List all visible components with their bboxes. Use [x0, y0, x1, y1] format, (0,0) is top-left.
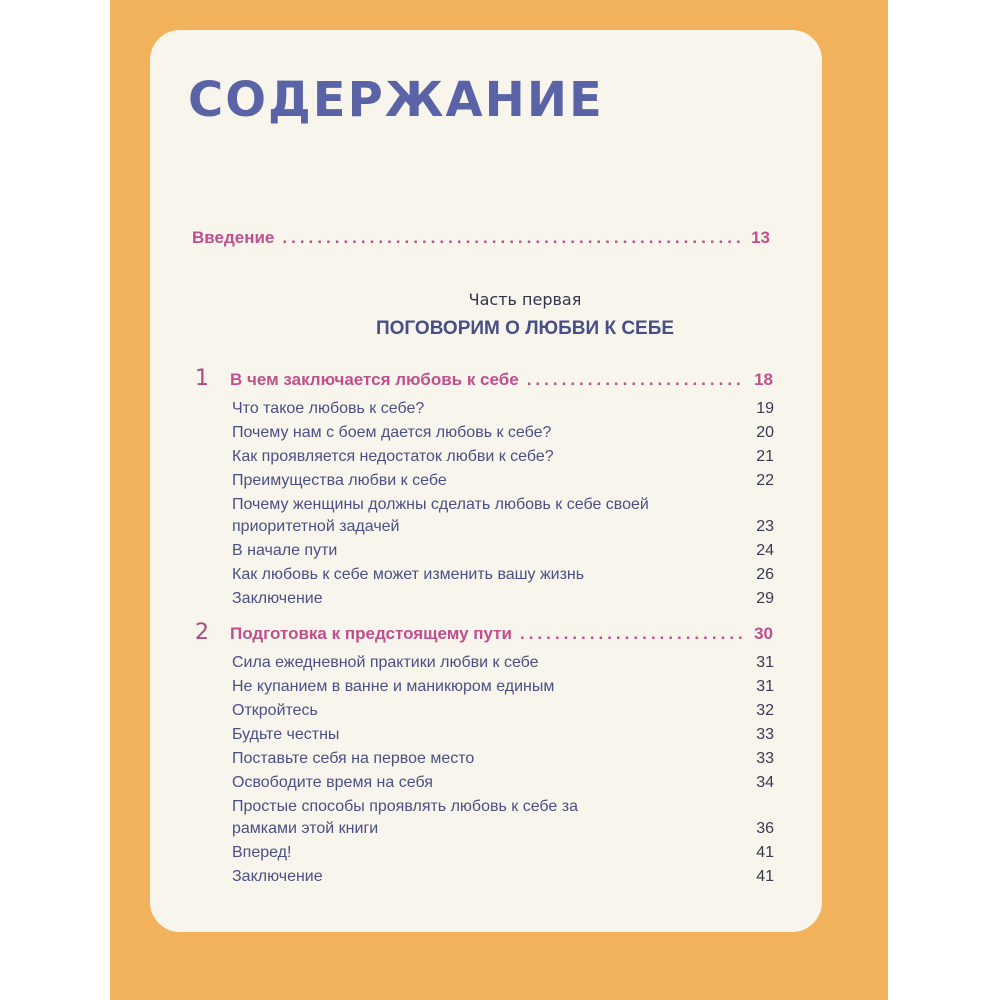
toc-entry-text: Откройтесь [232, 702, 318, 719]
toc-entry-text: Почему женщины должны сделать любовь к себе своей приоритетной задачей [232, 496, 649, 535]
intro-entry[interactable] [192, 228, 770, 248]
toc-entry[interactable] [232, 468, 774, 492]
toc-entry-text: Освободите время на себя [232, 774, 433, 791]
toc-entry-page: 36 [756, 820, 774, 837]
toc-entry-text: В начале пути [232, 542, 338, 559]
toc-entry-page: 29 [756, 590, 774, 607]
toc-entry[interactable] [232, 396, 774, 420]
toc-entry-page: 26 [756, 566, 774, 583]
chapter-2-heading[interactable] [195, 620, 773, 645]
chapter-1-heading[interactable] [195, 366, 773, 391]
page-title: СОДЕРЖАНИЕ [188, 72, 604, 128]
toc-entry[interactable] [232, 586, 774, 610]
scan-margin-right [888, 0, 1000, 1000]
toc-entry-text: Простые способы проявлять любовь к себе за рамками этой книги [232, 798, 578, 837]
toc-entry-text: Что такое любовь к себе? [232, 400, 425, 417]
intro-page: 13 [751, 228, 770, 247]
toc-entry[interactable] [232, 562, 774, 586]
toc-entry-text: Сила ежедневной практики любви к себе [232, 654, 539, 671]
toc-entry-text: Преимущества любви к себе [232, 472, 447, 489]
toc-entry-page: 31 [756, 654, 774, 671]
toc-entry-text: Вперед! [232, 844, 292, 861]
toc-entry-text: Поставьте себя на первое место [232, 750, 475, 767]
toc-entry-page: 32 [756, 702, 774, 719]
toc-entry[interactable] [232, 722, 774, 746]
part-label: Часть первая [468, 290, 582, 309]
toc-entry-page: 24 [756, 542, 774, 559]
toc-entry-page: 33 [756, 726, 774, 743]
toc-entry-page: 20 [756, 424, 774, 441]
toc-entry-page: 41 [756, 868, 774, 885]
toc-entry[interactable] [232, 538, 774, 562]
toc-entry[interactable] [232, 770, 774, 794]
toc-entry[interactable] [232, 746, 774, 770]
chapter-page: 30 [754, 624, 773, 643]
part-title: ПОГОВОРИМ О ЛЮБВИ К СЕБЕ [375, 318, 675, 339]
toc-entry-text: Не купанием в ванне и маникюром единым [232, 678, 555, 695]
chapter-number: 1 [195, 366, 209, 391]
chapter-number: 2 [195, 620, 209, 645]
dot-leader [527, 370, 746, 390]
toc-entry-page: 21 [756, 448, 774, 465]
chapter-title: Подготовка к предстоящему пути [230, 624, 512, 643]
toc-entry-text: Как проявляется недостаток любви к себе? [232, 448, 554, 465]
toc-entry-text: Заключение [232, 590, 323, 607]
toc-entry[interactable] [232, 444, 774, 468]
dot-leader [282, 228, 743, 248]
toc-entry[interactable] [232, 794, 774, 840]
toc-entry-page: 22 [756, 472, 774, 489]
toc-entry[interactable] [232, 420, 774, 444]
toc-entry-text: Как любовь к себе может изменить вашу жизнь [232, 566, 585, 583]
toc-entry-page: 19 [756, 400, 774, 417]
toc-entry[interactable] [232, 840, 774, 864]
toc-entry[interactable] [232, 864, 774, 888]
chapter-2-entries [232, 650, 774, 888]
toc-entry[interactable] [232, 698, 774, 722]
toc-entry-page: 34 [756, 774, 774, 791]
toc-entry[interactable] [232, 674, 774, 698]
toc-entry-text: Заключение [232, 868, 323, 885]
chapter-title: В чем заключается любовь к себе [230, 370, 519, 389]
toc-entry[interactable] [232, 492, 774, 538]
toc-entry-page: 23 [756, 518, 774, 535]
chapter-page: 18 [754, 370, 773, 389]
toc-entry-page: 33 [756, 750, 774, 767]
dot-leader [520, 624, 746, 644]
toc-entry-text: Будьте честны [232, 726, 340, 743]
scan-margin-left [0, 0, 110, 1000]
toc-entry-text: Почему нам с боем дается любовь к себе? [232, 424, 552, 441]
chapter-1-entries [232, 396, 774, 610]
toc-entry-page: 31 [756, 678, 774, 695]
toc-entry-page: 41 [756, 844, 774, 861]
intro-label: Введение [192, 228, 275, 247]
toc-entry[interactable] [232, 650, 774, 674]
